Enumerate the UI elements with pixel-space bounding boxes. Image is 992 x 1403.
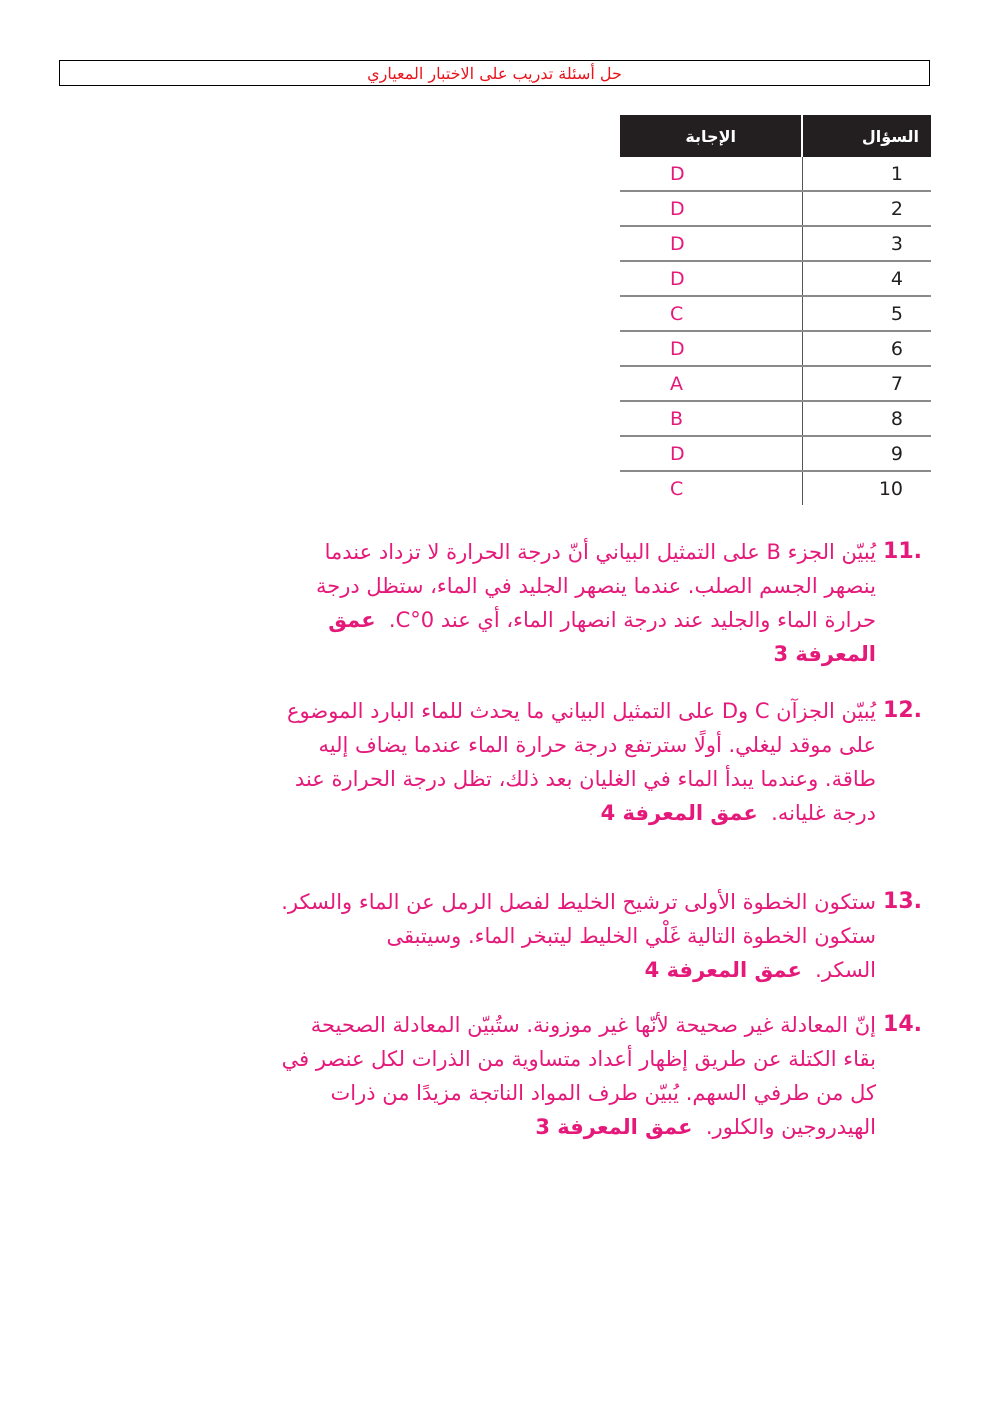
answer-cell: D <box>620 261 802 296</box>
question-number-cell: 2 <box>802 191 931 226</box>
answer-cell: D <box>620 436 802 471</box>
depth-of-knowledge-label: عمق المعرفة 3 <box>328 608 876 666</box>
answer-key-table <box>620 115 931 505</box>
item-number: 14. <box>883 1012 922 1037</box>
answer-item-12 <box>278 694 922 830</box>
answer-cell: D <box>620 331 802 366</box>
question-number-cell: 4 <box>802 261 931 296</box>
table-row <box>620 226 931 261</box>
table-row <box>620 471 931 505</box>
item-body: ستكون الخطوة الأولى ترشيح الخليط لفصل الرمل عن الماء والسكر. ستكون الخطوة التالية غَلْي الخليط ليتبخر الماء. وسيتبقى السكر. <box>281 890 876 982</box>
question-number-cell: 3 <box>802 226 931 261</box>
item-body: يُبيّن الجزآن C وD على التمثيل البياني ما يحدث للماء البارد الموضوع على موقد ليغلي. أولًا سترتفع درجة حرارة الماء عندما يضاف إليه طاقة. وعندما يبدأ الماء في الغليان بعد ذلك، تظل درجة الحرارة عند درجة غليانه. <box>287 699 876 825</box>
question-number-cell: 5 <box>802 296 931 331</box>
table-row <box>620 191 931 226</box>
question-number-cell: 7 <box>802 366 931 401</box>
question-number-cell: 6 <box>802 331 931 366</box>
table-row <box>620 436 931 471</box>
item-text <box>278 694 876 830</box>
answer-item-13 <box>278 885 922 987</box>
answer-cell: D <box>620 191 802 226</box>
item-text <box>278 1008 876 1144</box>
question-number-cell: 1 <box>802 157 931 191</box>
question-number-cell: 10 <box>878 477 903 500</box>
table-header-row <box>620 115 931 157</box>
table-row <box>620 366 931 401</box>
question-number-cell: 9 <box>802 436 931 471</box>
item-text <box>278 535 876 671</box>
table-row <box>620 331 931 366</box>
answer-item-14 <box>278 1008 922 1144</box>
column-header-answer: الإجابة <box>620 115 802 157</box>
item-number: 11. <box>883 539 922 564</box>
answer-cell: A <box>620 366 802 401</box>
answer-cell: D <box>620 226 802 261</box>
depth-of-knowledge-label: عمق المعرفة 3 <box>535 1115 693 1139</box>
depth-of-knowledge-label: عمق المعرفة 4 <box>600 801 758 825</box>
depth-of-knowledge-label: عمق المعرفة 4 <box>644 958 802 982</box>
page-title: حل أسئلة تدريب على الاختبار المعياري <box>367 63 622 83</box>
column-header-question: السؤال <box>802 115 931 157</box>
item-number: 13. <box>883 889 922 914</box>
item-body: إنّ المعادلة غير صحيحة لأنّها غير موزونة. ستُبيّن المعادلة الصحيحة بقاء الكتلة عن طريق إظهار أعداد متساوية من الذرات لكل عنصر في كل من طرفي السهم. يُبيّن طرف المواد الناتجة مزيدًا من ذرات الهيدروجين والكلور. <box>281 1013 876 1139</box>
table-row <box>620 401 931 436</box>
item-body: يُبيّن الجزء B على التمثيل البياني أنّ درجة الحرارة لا تزداد عندما ينصهر الجسم الصلب. عندما ينصهر الجليد في الماء، ستظل درجة حرارة الماء والجليد عند درجة انصهار الماء، أي عند 0°C. <box>316 540 876 632</box>
table-row <box>620 157 931 191</box>
answer-cell: D <box>620 157 802 191</box>
item-number: 12. <box>883 698 922 723</box>
answer-cell: C <box>620 471 802 505</box>
question-number-cell: 8 <box>802 401 931 436</box>
answer-item-11 <box>278 535 922 671</box>
answer-cell: C <box>620 296 802 331</box>
page-title-box <box>59 60 930 86</box>
item-text <box>278 885 876 987</box>
table-row <box>620 261 931 296</box>
answer-cell: B <box>620 401 802 436</box>
table-row <box>620 296 931 331</box>
